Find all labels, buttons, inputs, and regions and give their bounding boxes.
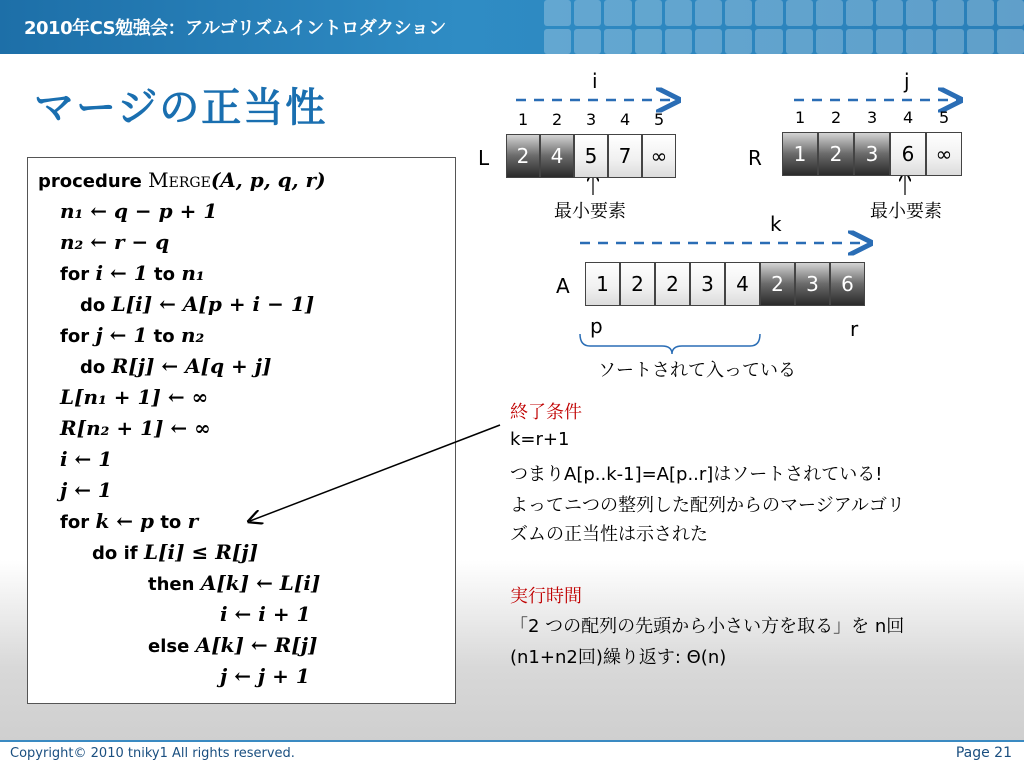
arrayA-cell: 3	[795, 262, 830, 306]
code-line-10: i ← 1	[60, 447, 113, 471]
arrayL-index: 5	[654, 110, 665, 129]
code-expr: r	[187, 509, 199, 533]
keyword-if: if	[123, 543, 138, 564]
code-expr: k ← p	[95, 509, 154, 533]
keyword-to: to	[154, 264, 175, 285]
arrayR-cell: 3	[854, 132, 890, 176]
sorted-brace	[580, 334, 760, 354]
arrayR-index: 3	[867, 108, 878, 127]
arrayL-cell: 7	[608, 134, 642, 178]
code-expr: j ← 1	[95, 323, 148, 347]
footer-page-number: Page 21	[955, 745, 1012, 761]
arrayL-cell: 2	[506, 134, 540, 178]
code-line-3: n₂ ← r − q	[60, 230, 170, 254]
arrayR-cell: 2	[818, 132, 854, 176]
arrayR-index: 2	[831, 108, 842, 127]
code-line-12	[60, 509, 198, 533]
termination-line-1: k=r+1	[510, 429, 570, 450]
keyword-for: for	[60, 264, 90, 285]
keyword-for: for	[60, 512, 90, 533]
code-expr: L[i] ← A[p + i − 1]	[111, 292, 315, 316]
array-A-p-label: p	[590, 314, 603, 338]
code-line-2: n₁ ← q − p + 1	[60, 199, 218, 223]
code-expr: n₂	[180, 323, 205, 347]
arrayR-cell: 6	[890, 132, 926, 176]
code-line-4	[60, 261, 205, 285]
procedure-args: (A, p, q, r)	[210, 168, 326, 192]
code-line-13	[92, 540, 258, 564]
footer-copyright: Copyright© 2010 tniky1 All rights reserved.	[10, 746, 295, 761]
keyword-do: do	[92, 543, 118, 564]
sorted-range-label: ソートされて入っている	[598, 360, 796, 381]
code-line-8: L[n₁ + 1] ← ∞	[60, 385, 209, 409]
arrayA-cell: 2	[620, 262, 655, 306]
pointer-label-k: k	[770, 212, 782, 236]
code-line-15: i ← i + 1	[220, 602, 311, 626]
termination-title: 終了条件	[510, 402, 582, 423]
procedure-name: Merge	[148, 168, 211, 192]
arrayL-cell: ∞	[642, 134, 676, 178]
code-expr: i ← 1	[95, 261, 148, 285]
termination-line-4: ズムの正当性は示された	[510, 524, 708, 545]
runtime-line-1: 「2 つの配列の先頭から小さい方を取る」を n回	[510, 616, 905, 637]
arrayA-cell: 2	[760, 262, 795, 306]
arrayL-index: 3	[586, 110, 597, 129]
keyword-do: do	[80, 357, 106, 378]
array-R-name: R	[748, 146, 762, 170]
header-bar	[0, 0, 1024, 54]
pointer-label-i: i	[592, 69, 598, 93]
arrayA-cell: 2	[655, 262, 690, 306]
slide-title: マージの正当性	[34, 85, 328, 131]
code-line-5	[80, 292, 314, 316]
code-line-7	[80, 354, 271, 378]
code-expr: A[k] ← R[j]	[195, 633, 318, 657]
keyword-procedure: procedure	[38, 171, 142, 192]
array-A-name: A	[556, 274, 570, 298]
keyword-then: then	[148, 574, 195, 595]
keyword-else: else	[148, 636, 190, 657]
arrayR-index: 5	[939, 108, 950, 127]
code-expr: L[i] ≤ R[j]	[144, 540, 259, 564]
code-expr: n₁	[181, 261, 205, 285]
header-title: 2010年CS勉強会：アルゴリズムイントロダクション	[24, 18, 446, 39]
code-line-9: R[n₂ + 1] ← ∞	[60, 416, 211, 440]
code-line-procedure	[38, 168, 326, 192]
code-line-16	[148, 633, 317, 657]
arrayA-cell: 3	[690, 262, 725, 306]
arrayA-cell: 6	[830, 262, 865, 306]
arrayR-index: 1	[795, 108, 806, 127]
arrayR-cell: 1	[782, 132, 818, 176]
pointer-label-j: j	[904, 69, 910, 93]
code-line-11: j ← 1	[60, 478, 112, 502]
code-line-17: j ← j + 1	[220, 664, 310, 688]
keyword-do: do	[80, 295, 106, 316]
arrayL-cell: 4	[540, 134, 574, 178]
code-expr: A[k] ← L[i]	[200, 571, 321, 595]
arrayL-index: 4	[620, 110, 631, 129]
array-R-annotation: 最小要素	[870, 201, 942, 222]
arrayA-cell: 4	[725, 262, 760, 306]
array-A-r-label: r	[850, 317, 859, 341]
arrayR-cell: ∞	[926, 132, 962, 176]
runtime-title: 実行時間	[510, 586, 582, 607]
code-line-6	[60, 323, 204, 347]
termination-line-3: よってニつの整列した配列からのマージアルゴリ	[510, 495, 905, 516]
pseudocode-box	[27, 157, 456, 704]
arrayL-index: 2	[552, 110, 563, 129]
arrayR-index: 4	[903, 108, 914, 127]
code-line-14	[148, 571, 320, 595]
arrayA-cell: 1	[585, 262, 620, 306]
header-decoration	[544, 0, 1024, 54]
keyword-for: for	[60, 326, 90, 347]
arrayL-cell: 5	[574, 134, 608, 178]
footer	[0, 740, 1024, 770]
array-L-annotation: 最小要素	[554, 201, 626, 222]
array-L-name: L	[478, 146, 490, 170]
code-expr: R[j] ← A[q + j]	[111, 354, 272, 378]
termination-line-2: つまりA[p..k-1]=A[p..r]はソートされている!	[510, 464, 883, 485]
keyword-to: to	[160, 512, 182, 533]
arrayL-index: 1	[518, 110, 529, 129]
runtime-line-2: (n1+n2回)繰り返す: Θ(n)	[510, 647, 727, 668]
keyword-to: to	[153, 326, 175, 347]
